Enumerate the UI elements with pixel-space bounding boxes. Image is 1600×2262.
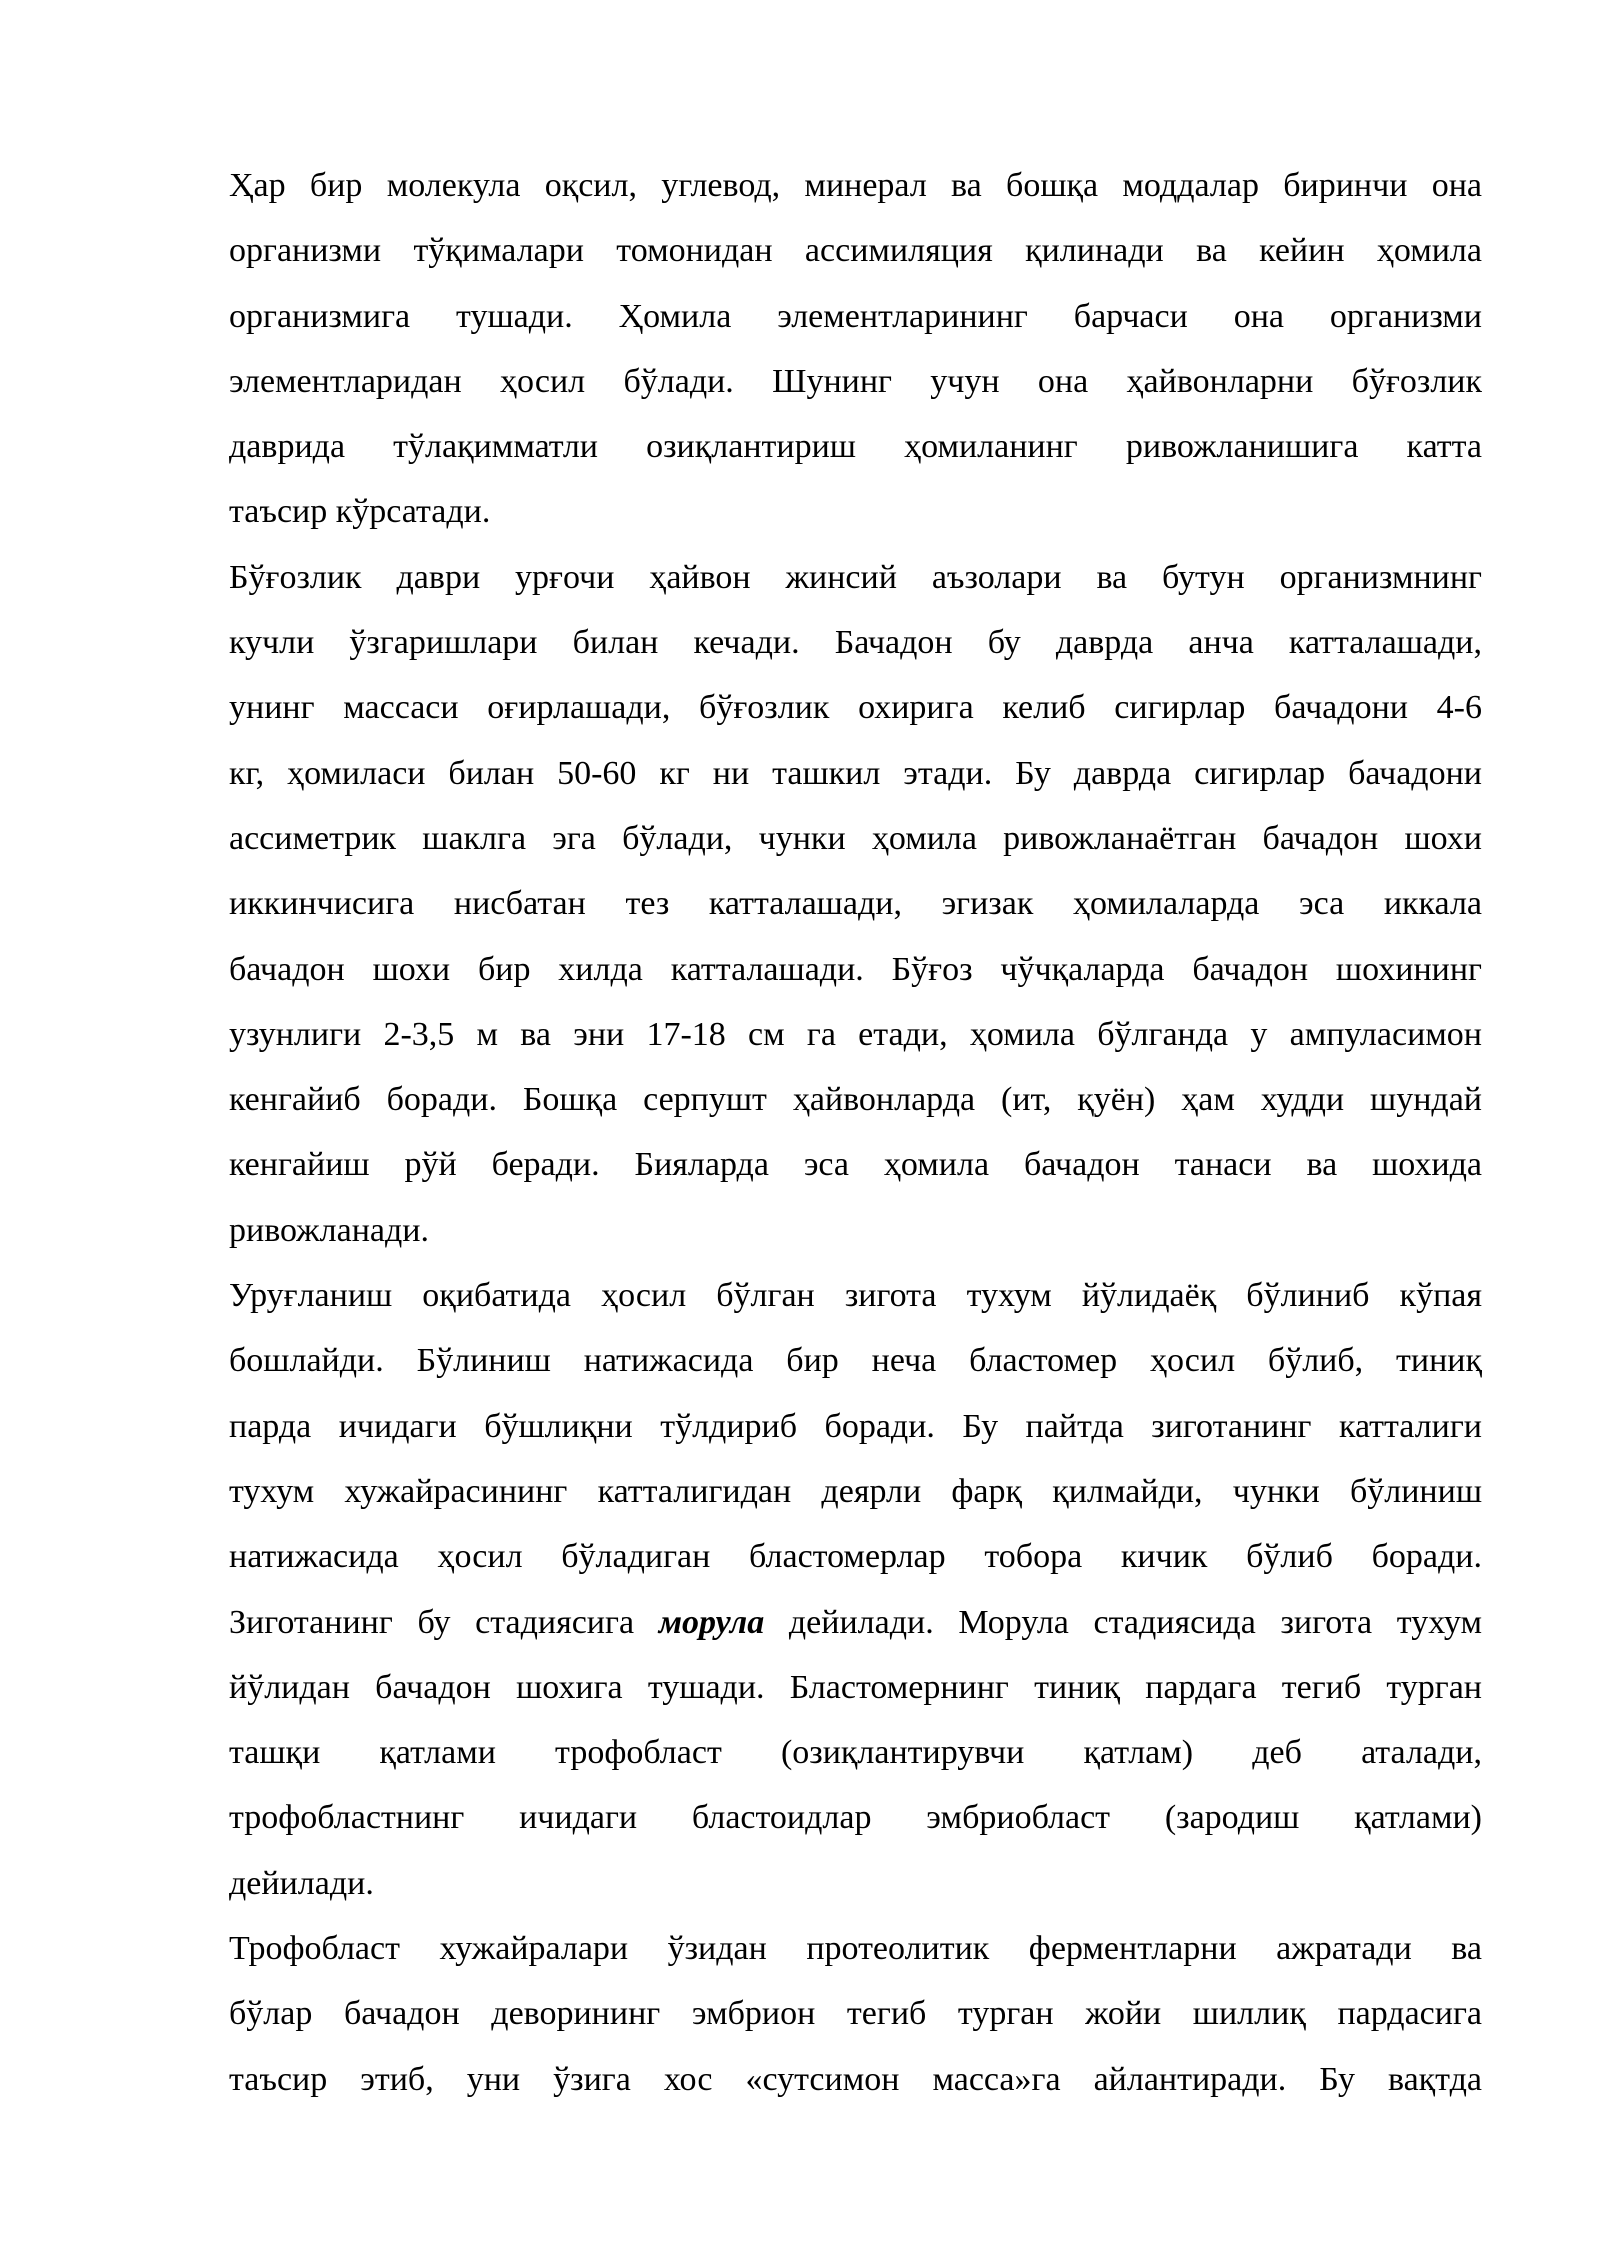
text-line: кенгайиб боради. Бошқа серпушт ҳайвонларда (ит, қуён) ҳам худди шундай — [229, 1081, 1482, 1119]
text-line: бачадон шохи бир хилда катталашади. Бўғоз чўчқаларда бачадон шохининг — [229, 950, 1482, 988]
text-line: парда ичидаги бўшлиқни тўлдириб боради. Бу пайтда зиготанинг катталиги — [229, 1407, 1482, 1445]
body-text — [229, 153, 1482, 2112]
text-line: унинг массаси оғирлашади, бўғозлик охирига келиб сигирлар бачадони 4-6 — [229, 689, 1482, 727]
text-segment: Зиготанинг бу стадиясига — [229, 1603, 659, 1641]
text-line: кенгайиш рўй беради. Бияларда эса ҳомила бачадон танаси ва шохида — [229, 1146, 1482, 1184]
text-line: ривожланади. — [229, 1211, 429, 1249]
text-line: таъсир кўрсатади. — [229, 493, 491, 531]
text-line: йўлидан бачадон шохига тушади. Бластомернинг тиниқ пардага тегиб турган — [229, 1668, 1482, 1706]
text-line: кучли ўзгаришлари билан кечади. Бачадон бу даврда анча катталашади, — [229, 624, 1482, 662]
text-line: трофобластнинг ичидаги бластоидлар эмбриобласт (зародиш қатлами) — [229, 1799, 1482, 1837]
text-line: таъсир этиб, уни ўзига хос «сутсимон масса»га айлантиради. Бу вақтда — [229, 2060, 1482, 2098]
text-line: Ҳар бир молекула оқсил, углевод, минерал ва бошқа моддалар биринчи она — [229, 167, 1482, 204]
text-line: Трофобласт хужайралари ўзидан протеолитик ферментларни ажратади ва — [229, 1930, 1482, 1968]
text-line: бошлайди. Бўлиниш натижасида бир неча бластомер ҳосил бўлиб, тиниқ — [229, 1342, 1482, 1380]
text-line: кг, ҳомиласи билан 50-60 кг ни ташкил этади. Бу даврда сигирлар бачадони — [229, 754, 1482, 792]
text-line: ассиметрик шаклга эга бўлади, чунки ҳомила ривожланаётган бачадон шохи — [229, 819, 1482, 857]
text-line: тухум хужайрасининг катталигидан деярли фарқ қилмайди, чунки бўлиниш — [229, 1472, 1482, 1510]
text-line: организмига тушади. Ҳомила элементларининг барчаси она организми — [229, 297, 1482, 335]
text-line: Бўғозлик даври урғочи ҳайвон жинсий аъзолари ва бутун организмнинг — [229, 558, 1482, 596]
text-line-with-term — [229, 1590, 1482, 1655]
text-line: бўлар бачадон деворининг эмбрион тегиб турган жойи шиллиқ пардасига — [229, 1995, 1482, 2033]
text-line: дейилади. — [229, 1864, 374, 1902]
text-line: натижасида ҳосил бўладиган бластомерлар тобора кичик бўлиб боради. — [229, 1538, 1482, 1576]
text-line: организми тўқималари томонидан ассимиляция қилинади ва кейин ҳомила — [229, 232, 1482, 270]
text-line: Уруғланиш оқибатида ҳосил бўлган зигота тухум йўлидаёқ бўлиниб кўпая — [229, 1277, 1482, 1315]
text-line: иккинчисига нисбатан тез катталашади, эгизак ҳомилаларда эса иккала — [229, 885, 1482, 923]
emphasized-term: морула — [658, 1603, 765, 1641]
text-line: даврида тўлақимматли озиқлантириш ҳомиланинг ривожланишига катта — [229, 428, 1482, 466]
text-line: узунлиги 2-3,5 м ва эни 17-18 см га етади, ҳомила бўлганда у ампуласимон — [229, 1015, 1482, 1053]
text-segment: дейилади. Морула стадиясида зигота тухум — [764, 1603, 1482, 1641]
text-line: ташқи қатлами трофобласт (озиқлантирувчи қатлам) деб аталади, — [229, 1734, 1482, 1772]
text-line: элементларидан ҳосил бўлади. Шунинг учун она ҳайвонларни бўғозлик — [229, 362, 1482, 400]
